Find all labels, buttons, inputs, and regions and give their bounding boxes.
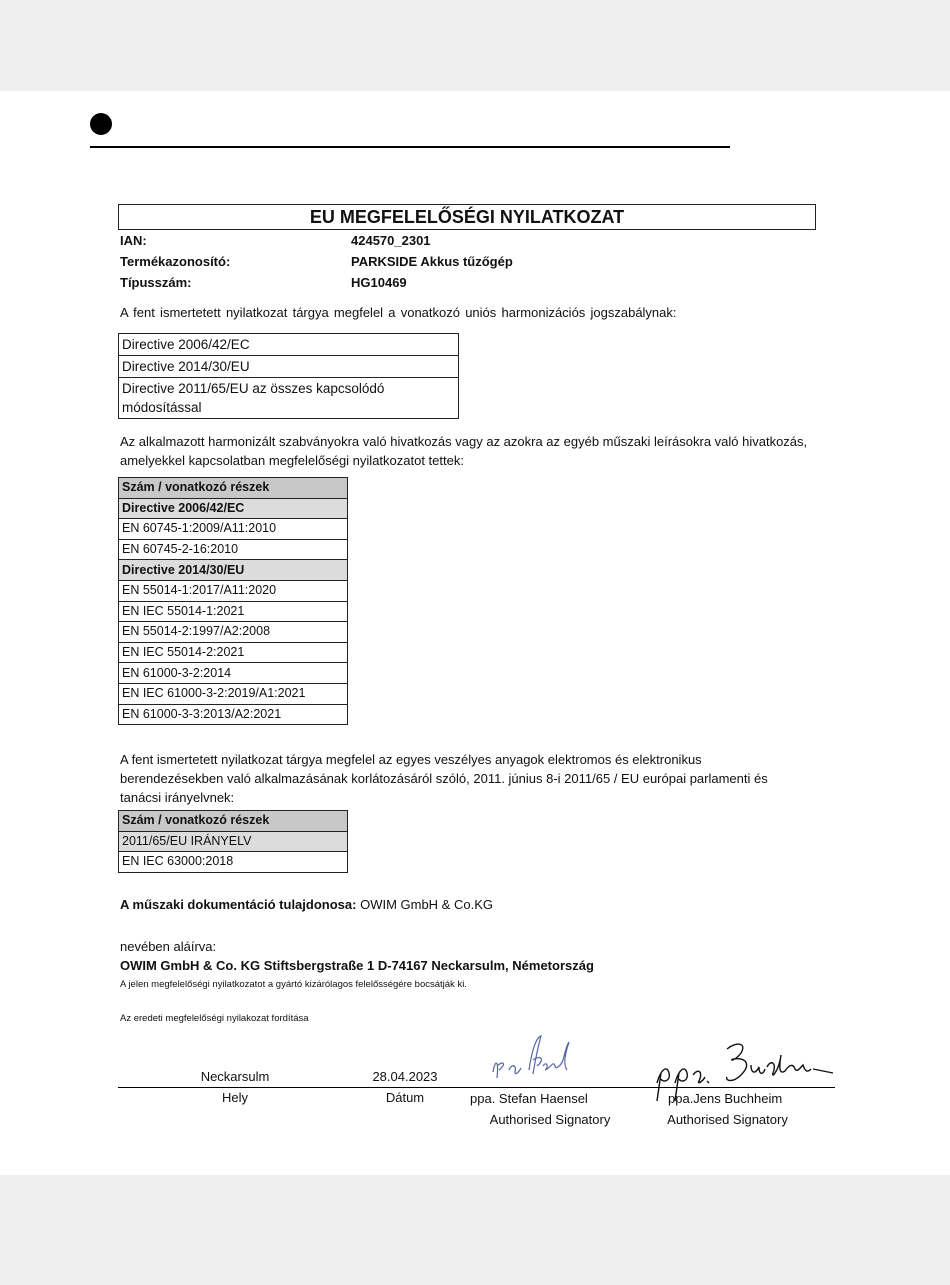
standards-text-2: amelyekkel kapcsolatban megfelelőségi nyilatkozatot tettek: [120,453,464,468]
directive-cell: Directive 2006/42/EC [119,334,459,356]
rohs-text-3: tanácsi irányelvnek: [120,790,235,805]
type-number-value: HG10469 [351,275,407,290]
place-label: Hely [221,1090,248,1105]
document-title: EU MEGFELELŐSÉGI NYILATKOZAT [118,204,816,230]
signatory-2-name: ppa.Jens Buchheim [668,1091,783,1106]
directives-table [118,333,459,419]
table-row: EN IEC 55014-2:2021 [119,642,348,663]
table-row: EN 55014-2:1997/A2:2008 [119,622,348,643]
standards-text-1: Az alkalmazott harmonizált szabványokra való hivatkozás vagy az azokra az egyéb műszaki leírásokra való hivatkozás, [120,434,808,449]
product-id-value: PARKSIDE Akkus tűzőgép [351,254,513,269]
doc-owner-value: OWIM GmbH & Co.KG [360,897,493,912]
signed-on-behalf: nevében aláírva: [120,939,217,954]
place-value: Neckarsulm [200,1069,270,1084]
standards-table [118,477,348,725]
date-label: Dátum [385,1090,425,1105]
type-number-label: Típusszám: [120,275,192,290]
doc-owner-label: A műszaki dokumentáció tulajdonosa: [120,897,357,912]
doc-owner [120,896,493,914]
signatory-1-name: ppa. Stefan Haensel [470,1091,588,1106]
table-row: EN 61000-3-2:2014 [119,663,348,684]
table-row: EN 60745-1:2009/A11:2010 [119,519,348,540]
directive-cell: Directive 2014/30/EU [119,356,459,378]
table-row: Directive 2006/42/EC [119,498,348,519]
table-row: Directive 2014/30/EU [119,560,348,581]
responsibility-note: A jelen megfelelőségi nyilatkozatot a gyártó kizárólagos felelősségére bocsátják ki. [120,979,467,990]
header-rule [90,146,730,148]
product-id-label: Termékazonosító: [120,254,231,269]
translation-note: Az eredeti megfelelőségi nyilakozat fordítása [120,1013,309,1024]
table-row: EN 55014-1:2017/A11:2020 [119,580,348,601]
rohs-table [118,810,348,873]
signature-1 [485,1030,585,1090]
company-address: OWIM GmbH & Co. KG Stiftsbergstraße 1 D-74167 Neckarsulm, Németország [120,958,594,973]
table-row: EN IEC 63000:2018 [119,852,348,873]
rohs-table-header: Szám / vonatkozó részek [119,811,348,832]
signatory-2-role: Authorised Signatory [667,1112,788,1127]
signature-line [118,1087,835,1088]
date-value: 28.04.2023 [372,1069,438,1084]
table-row: EN 60745-2-16:2010 [119,539,348,560]
table-row: 2011/65/EU IRÁNYELV [119,831,348,852]
intro-text: A fent ismertetett nyilatkozat tárgya megfelel a vonatkozó uniós harmonizációs jogszabálynak: [120,305,677,320]
ian-value: 424570_2301 [351,233,431,248]
ian-label: IAN: [120,233,147,248]
directive-cell: Directive 2011/65/EU az összes kapcsolódó módosítással [119,378,459,419]
rohs-text-2: berendezésekben való alkalmazásának korlátozásáról szóló, 2011. június 8-i 2011/65 / EU európai parlamenti és [120,771,768,786]
bullet-dot-icon [90,113,112,135]
bottom-band [0,1175,950,1285]
standards-table-header: Szám / vonatkozó részek [119,478,348,499]
table-row: EN IEC 55014-1:2021 [119,601,348,622]
rohs-text-1: A fent ismertetett nyilatkozat tárgya megfelel az egyes veszélyes anyagok elektromos és elektronikus [120,752,702,767]
table-row: EN 61000-3-3:2013/A2:2021 [119,704,348,725]
top-band [0,0,950,91]
table-row: EN IEC 61000-3-2:2019/A1:2021 [119,683,348,704]
signatory-1-role: Authorised Signatory [489,1112,611,1127]
